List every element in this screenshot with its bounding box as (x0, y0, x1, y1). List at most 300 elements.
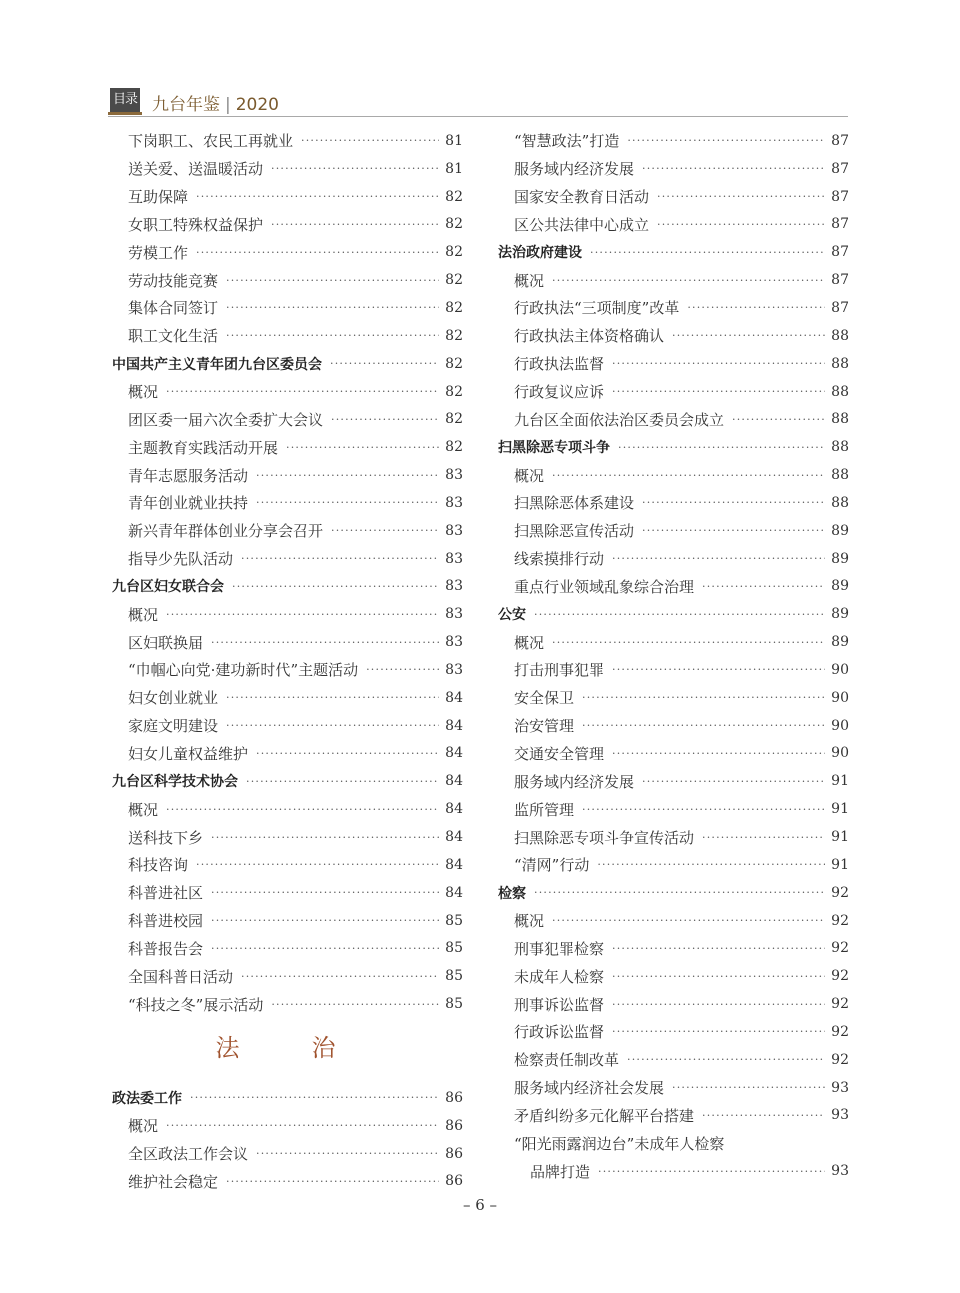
toc-entry-title: 全区政法工作会议 (128, 1145, 249, 1164)
toc-entry-page: 83 (445, 578, 463, 595)
toc-entry-title: “智慧政法”打造 (514, 132, 620, 151)
dot-leader (246, 775, 439, 788)
toc-entry (498, 1046, 849, 1074)
dot-leader (657, 218, 825, 231)
dot-leader (211, 942, 439, 955)
dot-leader (331, 524, 439, 537)
toc-entry-page: 91 (831, 829, 849, 846)
toc-entry-title: 送关爱、送温暖活动 (128, 160, 264, 179)
toc-entry-title: 概况 (128, 605, 159, 624)
toc-entry-page: 88 (831, 467, 849, 484)
toc-entry-page: 84 (445, 829, 463, 846)
toc-entry-title: 职工文化生活 (128, 327, 219, 346)
toc-entry (498, 322, 849, 350)
toc-entry-page: 84 (445, 745, 463, 762)
toc-entry-title: 妇女儿童权益维护 (128, 744, 249, 763)
toc-entry (498, 573, 849, 601)
toc-entry-title: 法治政府建设 (498, 245, 582, 262)
toc-entry (498, 1129, 849, 1157)
toc-entry-page: 89 (831, 522, 849, 539)
toc-entry-page: 89 (831, 550, 849, 567)
toc-entry (498, 656, 849, 684)
toc-entry (498, 1074, 849, 1102)
toc-entry (498, 851, 849, 879)
toc-entry (498, 795, 849, 823)
dot-leader (196, 246, 439, 259)
book-year: 2020 (235, 95, 279, 115)
dot-leader (597, 858, 825, 871)
toc-entry-title: 维护社会稳定 (128, 1172, 219, 1191)
toc-entry-title: 下岗职工、农民工再就业 (128, 132, 294, 151)
toc-entry-title: 行政执法“三项制度”改革 (514, 299, 680, 318)
toc-entry-title: 矛盾纠纷多元化解平台搭建 (514, 1106, 695, 1125)
toc-entry-title: 概况 (514, 466, 545, 485)
toc-entry-page: 84 (445, 884, 463, 901)
toc-entry-title: 扫黑除恶体系建设 (514, 494, 635, 513)
dot-leader (534, 608, 825, 621)
toc-entry (112, 600, 463, 628)
toc-entry-title: 互助保障 (128, 188, 189, 207)
toc-entry-title: 重点行业领域乱象综合治理 (514, 577, 695, 596)
toc-entry-page: 82 (445, 272, 463, 289)
toc-entry-title: 安全保卫 (514, 689, 575, 708)
toc-entry (112, 378, 463, 406)
dot-leader (241, 970, 439, 983)
logo-underline (108, 112, 142, 115)
toc-entry (112, 628, 463, 656)
toc-entry-page: 84 (445, 801, 463, 818)
dot-leader (552, 914, 825, 927)
toc-entry-title: 区妇联换届 (128, 633, 204, 652)
toc-entry-page: 89 (831, 578, 849, 595)
toc-entry-page: 81 (445, 132, 463, 149)
dot-leader (226, 274, 439, 287)
toc-entry-title: 科普报告会 (128, 939, 204, 958)
toc-entry-title: 青年志愿服务活动 (128, 466, 249, 485)
dot-leader (166, 803, 439, 816)
dot-leader (256, 469, 439, 482)
toc-entry-page: 82 (445, 327, 463, 344)
toc-entry (112, 433, 463, 461)
toc-entry-page: 92 (831, 1051, 849, 1068)
dot-leader (552, 636, 825, 649)
toc-entry-title: 九台区科学技术协会 (112, 774, 238, 791)
dot-leader (196, 190, 439, 203)
toc-entry-page: 83 (445, 606, 463, 623)
toc-entry-page: 82 (445, 411, 463, 428)
toc-entry-page: 86 (445, 1145, 463, 1162)
toc-entry-title: 劳动技能竞赛 (128, 271, 219, 290)
header-separator: | (225, 95, 231, 115)
toc-entry-page: 88 (831, 411, 849, 428)
dot-leader (166, 608, 439, 621)
dot-leader (226, 719, 439, 732)
toc-entry-page: 93 (831, 1079, 849, 1096)
toc-entry-page: 87 (831, 132, 849, 149)
toc-entry-title: 妇女创业就业 (128, 689, 219, 708)
toc-entry (498, 378, 849, 406)
dot-leader (256, 747, 439, 760)
toc-entry (112, 238, 463, 266)
toc-entry-title: 扫黑除恶专项斗争 (498, 440, 610, 457)
toc-entry-page: 87 (831, 299, 849, 316)
toc-section-entry (498, 433, 849, 461)
toc-entry-title: 检察 (498, 885, 526, 902)
dot-leader (582, 719, 825, 732)
toc-entry (112, 934, 463, 962)
dot-leader (590, 246, 825, 259)
toc-entry-page: 84 (445, 717, 463, 734)
toc-entry (112, 907, 463, 935)
toc-entry-title: 科普进校园 (128, 912, 204, 931)
toc-entry-page: 86 (445, 1089, 463, 1106)
dot-leader (627, 1053, 825, 1066)
dot-leader (256, 1147, 439, 1160)
dot-leader (271, 162, 439, 175)
toc-entry-title: 行政复议应诉 (514, 383, 605, 402)
dot-leader (166, 385, 439, 398)
toc-entry-page: 90 (831, 745, 849, 762)
toc-entry-title: 未成年人检察 (514, 967, 605, 986)
dot-leader (612, 357, 825, 370)
toc-entry-title: 监所管理 (514, 800, 575, 819)
toc-entry-title: 集体合同签订 (128, 299, 219, 318)
toc-entry-page: 87 (831, 160, 849, 177)
dot-leader (618, 441, 825, 454)
toc-entry-page: 82 (445, 383, 463, 400)
dot-leader (612, 970, 825, 983)
toc-entry-page: 82 (445, 244, 463, 261)
toc-entry (112, 294, 463, 322)
toc-entry-page: 83 (445, 494, 463, 511)
toc-left-column-continued (112, 1084, 463, 1195)
dot-leader (534, 886, 825, 899)
toc-entry (498, 211, 849, 239)
toc-entry-page: 87 (831, 216, 849, 233)
toc-entry-page: 83 (445, 550, 463, 567)
toc-entry-title: 公安 (498, 607, 526, 624)
toc-entry-page: 84 (445, 689, 463, 706)
toc-entry-page: 83 (445, 634, 463, 651)
dot-leader (271, 998, 439, 1011)
toc-section-entry (498, 879, 849, 907)
page-number: – 6 – (462, 1196, 498, 1214)
toc-entry-title: 概况 (514, 912, 545, 931)
dot-leader (301, 134, 439, 147)
toc-entry-title: 扫黑除恶宣传活动 (514, 522, 635, 541)
toc-section-entry (498, 238, 849, 266)
toc-entry-title: 服务域内经济发展 (514, 160, 635, 179)
dot-leader (642, 162, 825, 175)
toc-entry (498, 962, 849, 990)
toc-entry-title: 服务域内经济社会发展 (514, 1079, 665, 1098)
toc-entry-title: 交通安全管理 (514, 744, 605, 763)
toc-entry-page: 90 (831, 689, 849, 706)
dot-leader (702, 1109, 825, 1122)
toc-entry-page: 85 (445, 940, 463, 957)
toc-entry-title: 品牌打造 (530, 1162, 591, 1181)
toc-right-column (498, 127, 849, 1185)
toc-entry-page: 87 (831, 272, 849, 289)
dot-leader (582, 803, 825, 816)
dot-leader (211, 914, 439, 927)
dot-leader (657, 190, 825, 203)
toc-entry (498, 127, 849, 155)
toc-entry (112, 879, 463, 907)
toc-entry (498, 934, 849, 962)
toc-entry-title: 服务域内经济发展 (514, 772, 635, 791)
toc-entry (498, 823, 849, 851)
toc-entry (112, 183, 463, 211)
dot-leader (627, 134, 825, 147)
dot-leader (226, 301, 439, 314)
dot-leader (211, 636, 439, 649)
toc-entry (498, 350, 849, 378)
dot-leader (226, 1175, 439, 1188)
toc-entry-page: 93 (831, 1107, 849, 1124)
toc-entry-title: 科普进社区 (128, 884, 204, 903)
toc-entry-page: 86 (445, 1117, 463, 1134)
toc-entry-title: 九台区妇女联合会 (112, 579, 224, 596)
toc-entry (112, 489, 463, 517)
dot-leader (642, 496, 825, 509)
dot-leader (612, 942, 825, 955)
dot-leader (612, 663, 825, 676)
toc-entry-title: 线索摸排行动 (514, 550, 605, 569)
dot-leader (166, 1119, 439, 1132)
toc-entry-title: 检察责任制改革 (514, 1051, 620, 1070)
toc-section-entry (498, 600, 849, 628)
toc-entry-page: 82 (445, 188, 463, 205)
toc-entry (112, 684, 463, 712)
toc-entry-page: 92 (831, 1023, 849, 1040)
toc-entry-title: 扫黑除恶专项斗争宣传活动 (514, 828, 695, 847)
dot-leader (196, 858, 439, 871)
toc-entry-page: 92 (831, 884, 849, 901)
toc-entry-title: 国家安全教育日活动 (514, 188, 650, 207)
dot-leader (687, 301, 825, 314)
toc-entry (112, 461, 463, 489)
toc-entry (498, 461, 849, 489)
toc-entry (498, 155, 849, 183)
toc-entry-page: 92 (831, 940, 849, 957)
toc-entry-page: 91 (831, 801, 849, 818)
toc-entry (112, 656, 463, 684)
toc-entry-title: 刑事诉讼监督 (514, 995, 605, 1014)
toc-entry-page: 87 (831, 188, 849, 205)
toc-entry-page: 84 (445, 773, 463, 790)
toc-entry-page: 87 (831, 244, 849, 261)
toc-entry (112, 851, 463, 879)
section-title: 法 治 (215, 1034, 360, 1062)
toc-entry (498, 990, 849, 1018)
dot-leader (612, 747, 825, 760)
toc-entry (498, 294, 849, 322)
toc-entry-page: 83 (445, 522, 463, 539)
toc-entry-title: 指导少先队活动 (128, 550, 234, 569)
toc-entry-page: 82 (445, 216, 463, 233)
toc-entry-title: 政法委工作 (112, 1090, 182, 1107)
toc-entry-page: 91 (831, 773, 849, 790)
toc-entry (112, 405, 463, 433)
toc-entry (498, 489, 849, 517)
running-header (108, 86, 848, 117)
toc-entry-title: “阳光雨露润边台”未成年人检察 (514, 1134, 725, 1153)
toc-entry-page: 85 (445, 912, 463, 929)
dot-leader (226, 329, 439, 342)
dot-leader (211, 831, 439, 844)
toc-entry-title: 新兴青年群体创业分享会召开 (128, 522, 324, 541)
dot-leader (672, 329, 825, 342)
toc-entry (498, 1018, 849, 1046)
toc-entry-page: 93 (831, 1163, 849, 1180)
dot-leader (702, 831, 825, 844)
toc-entry (112, 795, 463, 823)
toc-entry-title: 团区委一届六次全委扩大会议 (128, 410, 324, 429)
toc-entry-page: 83 (445, 661, 463, 678)
toc-entry-page: 92 (831, 912, 849, 929)
toc-entry (112, 712, 463, 740)
toc-entry-title: 家庭文明建设 (128, 717, 219, 736)
toc-entry (112, 211, 463, 239)
dot-leader (552, 274, 825, 287)
toc-entry-title: “巾帼心向党·建功新时代”主题活动 (128, 661, 359, 680)
toc-entry-page: 84 (445, 856, 463, 873)
toc-entry-title: “科技之冬”展示活动 (128, 995, 264, 1014)
toc-section-entry (112, 350, 463, 378)
toc-section-entry (112, 767, 463, 795)
toc-entry-title: 区公共法律中心成立 (514, 215, 650, 234)
dot-leader (672, 1081, 825, 1094)
toc-entry (112, 1168, 463, 1196)
toc-entry-title: 女职工特殊权益保护 (128, 215, 264, 234)
toc-entry-title: 概况 (128, 800, 159, 819)
toc-entry-page: 82 (445, 439, 463, 456)
toc-entry (112, 962, 463, 990)
toc-entry-title: 主题教育实践活动开展 (128, 438, 279, 457)
toc-entry-page: 92 (831, 996, 849, 1013)
toc-entry (498, 545, 849, 573)
toc-entry (498, 907, 849, 935)
toc-entry (112, 990, 463, 1018)
toc-entry-title: 九台区全面依法治区委员会成立 (514, 410, 725, 429)
toc-entry-title: 治安管理 (514, 717, 575, 736)
toc-left-column (112, 127, 463, 1018)
toc-entry (112, 322, 463, 350)
toc-entry (498, 1157, 849, 1185)
toc-entry (112, 127, 463, 155)
toc-entry-page: 91 (831, 856, 849, 873)
toc-entry-title: 科技咨询 (128, 856, 189, 875)
toc-entry-page: 89 (831, 606, 849, 623)
toc-entry-title: “清网”行动 (514, 856, 590, 875)
toc-entry-title: 打击刑事犯罪 (514, 661, 605, 680)
toc-entry (498, 767, 849, 795)
toc-entry-page: 83 (445, 467, 463, 484)
dot-leader (256, 496, 439, 509)
toc-entry-title: 行政诉讼监督 (514, 1023, 605, 1042)
dot-leader (190, 1091, 439, 1104)
toc-entry-page: 89 (831, 634, 849, 651)
book-title: 九台年鉴 (152, 95, 220, 115)
toc-entry-page: 85 (445, 968, 463, 985)
toc-entry-page: 82 (445, 299, 463, 316)
dot-leader (552, 469, 825, 482)
toc-entry-title: 概况 (514, 633, 545, 652)
toc-entry-title: 刑事犯罪检察 (514, 939, 605, 958)
toc-entry-title: 送科技下乡 (128, 828, 204, 847)
dot-leader (598, 1165, 825, 1178)
toc-entry-page: 90 (831, 661, 849, 678)
dot-leader (612, 552, 825, 565)
toc-entry (498, 1102, 849, 1130)
toc-entry-title: 概况 (128, 383, 159, 402)
dot-leader (366, 663, 439, 676)
logo-icon: 目录 (110, 88, 140, 112)
dot-leader (330, 357, 439, 370)
toc-entry (112, 155, 463, 183)
toc-entry-page: 85 (445, 996, 463, 1013)
toc-entry-page: 92 (831, 968, 849, 985)
toc-entry (112, 1140, 463, 1168)
toc-entry-page: 88 (831, 327, 849, 344)
toc-entry-page: 90 (831, 717, 849, 734)
toc-entry-title: 全国科普日活动 (128, 967, 234, 986)
dot-leader (732, 413, 825, 426)
toc-entry-title: 行政执法监督 (514, 355, 605, 374)
dot-leader (702, 580, 825, 593)
toc-entry (498, 712, 849, 740)
toc-section-entry (112, 573, 463, 601)
toc-entry-page: 82 (445, 355, 463, 372)
toc-entry (498, 266, 849, 294)
toc-entry-page: 81 (445, 160, 463, 177)
toc-entry-title: 青年创业就业扶持 (128, 494, 249, 513)
toc-entry (112, 517, 463, 545)
toc-entry (112, 823, 463, 851)
toc-entry-title: 概况 (128, 1117, 159, 1136)
toc-entry (498, 684, 849, 712)
dot-leader (612, 1025, 825, 1038)
dot-leader (612, 998, 825, 1011)
dot-leader (211, 886, 439, 899)
dot-leader (612, 385, 825, 398)
dot-leader (642, 524, 825, 537)
dot-leader (232, 580, 439, 593)
dot-leader (241, 552, 439, 565)
toc-entry-title: 劳模工作 (128, 243, 189, 262)
dot-leader (642, 775, 825, 788)
header-title (152, 90, 279, 115)
toc-entry (112, 266, 463, 294)
toc-entry (112, 545, 463, 573)
toc-entry (498, 405, 849, 433)
dot-leader (582, 691, 825, 704)
toc-entry (112, 1112, 463, 1140)
toc-entry (498, 740, 849, 768)
toc-entry (112, 740, 463, 768)
toc-entry-title: 中国共产主义青年团九台区委员会 (112, 356, 322, 373)
toc-entry-page: 88 (831, 494, 849, 511)
toc-entry-page: 88 (831, 355, 849, 372)
toc-entry (498, 628, 849, 656)
toc-entry-page: 88 (831, 439, 849, 456)
toc-entry-title: 行政执法主体资格确认 (514, 327, 665, 346)
toc-entry-title: 概况 (514, 271, 545, 290)
dot-leader (271, 218, 439, 231)
dot-leader (226, 691, 439, 704)
toc-entry-page: 86 (445, 1173, 463, 1190)
